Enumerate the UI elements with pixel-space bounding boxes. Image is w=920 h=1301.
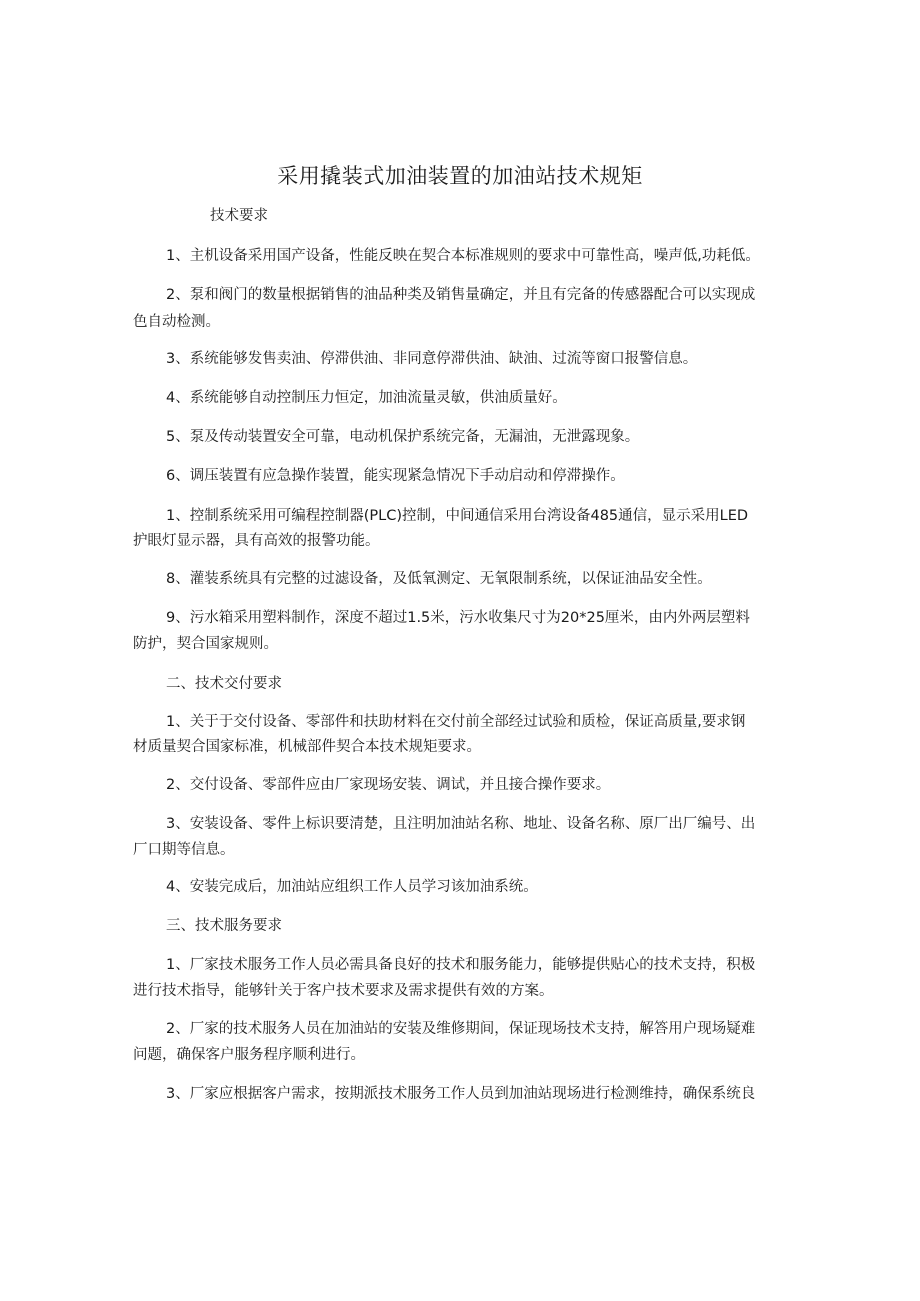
section2-item-1-cont: 材质量契合国家标准，机械部件契合本技术规矩要求。 — [133, 739, 481, 755]
section1-item-2-cont: 色自动检测。 — [133, 314, 220, 330]
section1-item-7: 1、控制系统采用可编程控制器(PLC)控制，中间通信采用台湾设备485通信，显示采用LED — [166, 508, 749, 524]
section1-item-9: 9、污水箱采用塑料制作，深度不超过1.5米，污水收集尺寸为20*25厘米，由内外两层塑料 — [166, 610, 750, 626]
section1-item-9-cont: 防护，契合国家规则。 — [133, 636, 278, 652]
section3-item-1-cont: 进行技术指导，能够针关于客户技术要求及需求提供有效的方案。 — [133, 983, 554, 999]
section1-item-4: 4、系统能够自动控制压力恒定，加油流量灵敏，供油质量好。 — [166, 390, 567, 406]
section2-item-3-cont: 厂口期等信息。 — [133, 842, 235, 858]
section1-item-3: 3、系统能够发售卖油、停滞供油、非同意停滞供油、缺油、过流等窗口报警信息。 — [166, 351, 698, 367]
section1-item-6: 6、调压装置有应急操作装置，能实现紧急情况下手动启动和停滞操作。 — [166, 468, 625, 484]
section1-item-7-cont: 护眼灯显示器，具有高效的报警功能。 — [133, 533, 380, 549]
section2-item-4: 4、安装完成后，加油站应组织工作人员学习该加油系统。 — [166, 879, 538, 895]
section2-item-1: 1、关于于交付设备、零部件和扶助材料在交付前全部经过试验和质检，保证高质量,要求钢 — [166, 714, 746, 730]
section3-item-2: 2、厂家的技术服务人员在加油站的安装及维修期间，保证现场技术支持，解答用户现场疑难 — [166, 1021, 756, 1037]
section1-heading: 技术要求 — [210, 208, 268, 224]
section3-heading: 三、技术服务要求 — [166, 918, 282, 934]
section1-item-2: 2、泵和阀门的数量根据销售的油品种类及销售量确定，并且有完备的传感器配合可以实现成 — [166, 287, 756, 303]
section2-item-2: 2、交付设备、零部件应由厂家现场安装、调试，并且接合操作要求。 — [166, 777, 611, 793]
document-title: 采用撬装式加油装置的加油站技术规矩 — [277, 164, 643, 188]
section1-item-1: 1、主机设备采用国产设备，性能反映在契合本标准规则的要求中可靠性高，噪声低,功耗低。 — [166, 248, 760, 264]
section2-heading: 二、技术交付要求 — [166, 676, 282, 692]
section3-item-3: 3、厂家应根据客户需求，按期派技术服务工作人员到加油站现场进行检测维持，确保系统良 — [166, 1086, 756, 1102]
section1-item-5: 5、泵及传动装置安全可靠，电动机保护系统完备，无漏油，无泄露现象。 — [166, 429, 640, 445]
section3-item-1: 1、厂家技术服务工作人员必需具备良好的技术和服务能力，能够提供贴心的技术支持，积极 — [166, 957, 756, 973]
section1-item-8: 8、灌装系统具有完整的过滤设备，及低氧测定、无氧限制系统，以保证油品安全性。 — [166, 571, 712, 587]
section2-item-3: 3、安装设备、零件上标识要清楚，且注明加油站名称、地址、设备名称、原厂出厂编号、出 — [166, 816, 756, 832]
section3-item-2-cont: 问题，确保客户服务程序顺利进行。 — [133, 1047, 365, 1063]
